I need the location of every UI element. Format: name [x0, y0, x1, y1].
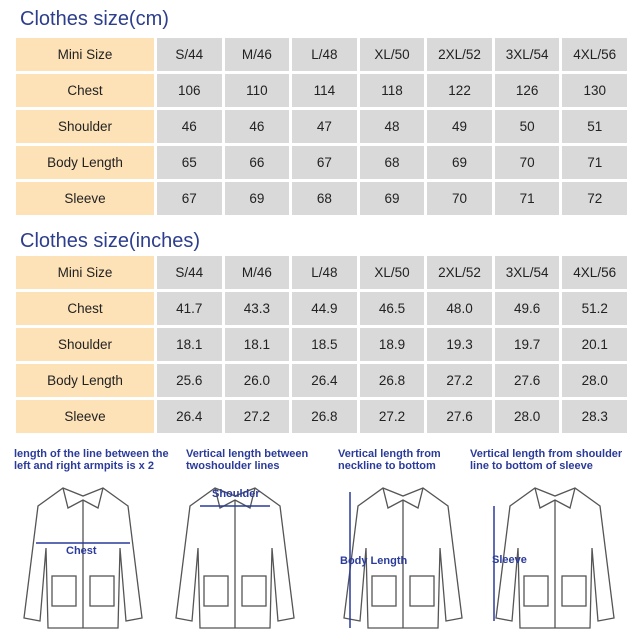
table-cell: 44.9: [292, 292, 357, 325]
chest-caption: length of the line between the left and right armpits is x 2: [14, 448, 169, 472]
table-cell: 51: [562, 110, 627, 143]
table-cell: 20.1: [562, 328, 627, 361]
table-cell: 49.6: [495, 292, 560, 325]
table-cell: 110: [225, 74, 290, 107]
size-header-cell: 2XL/52: [427, 256, 492, 289]
row-header-cell: Mini Size: [16, 38, 154, 71]
table-cell: 69: [225, 182, 290, 215]
table-cell: 66: [225, 146, 290, 179]
row-header-cell: Body Length: [16, 364, 154, 397]
size-header-cell: 4XL/56: [562, 256, 627, 289]
size-header-cell: 3XL/54: [495, 38, 560, 71]
size-header-cell: L/48: [292, 256, 357, 289]
table-cell: 27.2: [225, 400, 290, 433]
table-cell: 19.7: [495, 328, 560, 361]
table-cell: 70: [427, 182, 492, 215]
table-cell: 26.8: [292, 400, 357, 433]
row-header-cell: Body Length: [16, 146, 154, 179]
table-cell: 71: [495, 182, 560, 215]
row-header-cell: Shoulder: [16, 110, 154, 143]
cm-table-title: Clothes size(cm): [20, 8, 169, 30]
chest-label: Chest: [66, 545, 97, 557]
shoulder-label: Shoulder: [212, 488, 260, 500]
table-cell: 26.8: [360, 364, 425, 397]
jacket-shoulder-illustration: [170, 478, 300, 633]
row-header-cell: Chest: [16, 292, 154, 325]
table-cell: 43.3: [225, 292, 290, 325]
body-length-label: Body Length: [340, 555, 408, 567]
table-cell: 65: [157, 146, 222, 179]
table-cell: 41.7: [157, 292, 222, 325]
table-cell: 27.2: [427, 364, 492, 397]
table-cell: 67: [292, 146, 357, 179]
table-cell: 27.6: [495, 364, 560, 397]
table-cell: 27.6: [427, 400, 492, 433]
size-header-cell: S/44: [157, 256, 222, 289]
size-header-cell: L/48: [292, 38, 357, 71]
row-header-cell: Sleeve: [16, 400, 154, 433]
table-cell: 18.5: [292, 328, 357, 361]
table-cell: 47: [292, 110, 357, 143]
table-cell: 18.9: [360, 328, 425, 361]
table-cell: 122: [427, 74, 492, 107]
table-cell: 71: [562, 146, 627, 179]
row-header-cell: Shoulder: [16, 328, 154, 361]
size-header-cell: 2XL/52: [427, 38, 492, 71]
inch-table-title: Clothes size(inches): [20, 230, 201, 252]
inch-size-table: [16, 256, 627, 433]
table-cell: 50: [495, 110, 560, 143]
table-cell: 28.0: [562, 364, 627, 397]
table-cell: 69: [360, 182, 425, 215]
table-cell: 26.0: [225, 364, 290, 397]
size-header-cell: 4XL/56: [562, 38, 627, 71]
table-cell: 19.3: [427, 328, 492, 361]
table-cell: 49: [427, 110, 492, 143]
size-header-cell: M/46: [225, 256, 290, 289]
table-cell: 48.0: [427, 292, 492, 325]
table-cell: 72: [562, 182, 627, 215]
size-header-cell: 3XL/54: [495, 256, 560, 289]
table-cell: 118: [360, 74, 425, 107]
table-cell: 114: [292, 74, 357, 107]
table-cell: 26.4: [292, 364, 357, 397]
table-cell: 126: [495, 74, 560, 107]
table-cell: 46: [225, 110, 290, 143]
table-cell: 51.2: [562, 292, 627, 325]
size-header-cell: M/46: [225, 38, 290, 71]
row-header-cell: Mini Size: [16, 256, 154, 289]
shoulder-caption: Vertical length between twoshoulder lines: [186, 448, 309, 472]
size-header-cell: XL/50: [360, 256, 425, 289]
table-cell: 106: [157, 74, 222, 107]
table-cell: 46: [157, 110, 222, 143]
table-cell: 68: [292, 182, 357, 215]
table-cell: 67: [157, 182, 222, 215]
table-cell: 48: [360, 110, 425, 143]
sleeve-caption: Vertical length from shoulder line to bottom of sleeve: [470, 448, 623, 472]
size-header-cell: XL/50: [360, 38, 425, 71]
table-cell: 18.1: [157, 328, 222, 361]
size-header-cell: S/44: [157, 38, 222, 71]
cm-size-table: [16, 38, 627, 215]
sleeve-label: Sleeve: [492, 554, 527, 566]
row-header-cell: Chest: [16, 74, 154, 107]
table-cell: 26.4: [157, 400, 222, 433]
table-cell: 25.6: [157, 364, 222, 397]
table-cell: 69: [427, 146, 492, 179]
table-cell: 27.2: [360, 400, 425, 433]
table-cell: 68: [360, 146, 425, 179]
table-cell: 28.0: [495, 400, 560, 433]
table-cell: 70: [495, 146, 560, 179]
table-cell: 130: [562, 74, 627, 107]
row-header-cell: Sleeve: [16, 182, 154, 215]
table-cell: 28.3: [562, 400, 627, 433]
table-cell: 18.1: [225, 328, 290, 361]
body-length-caption: Vertical length from neckline to bottom: [338, 448, 441, 472]
table-cell: 46.5: [360, 292, 425, 325]
